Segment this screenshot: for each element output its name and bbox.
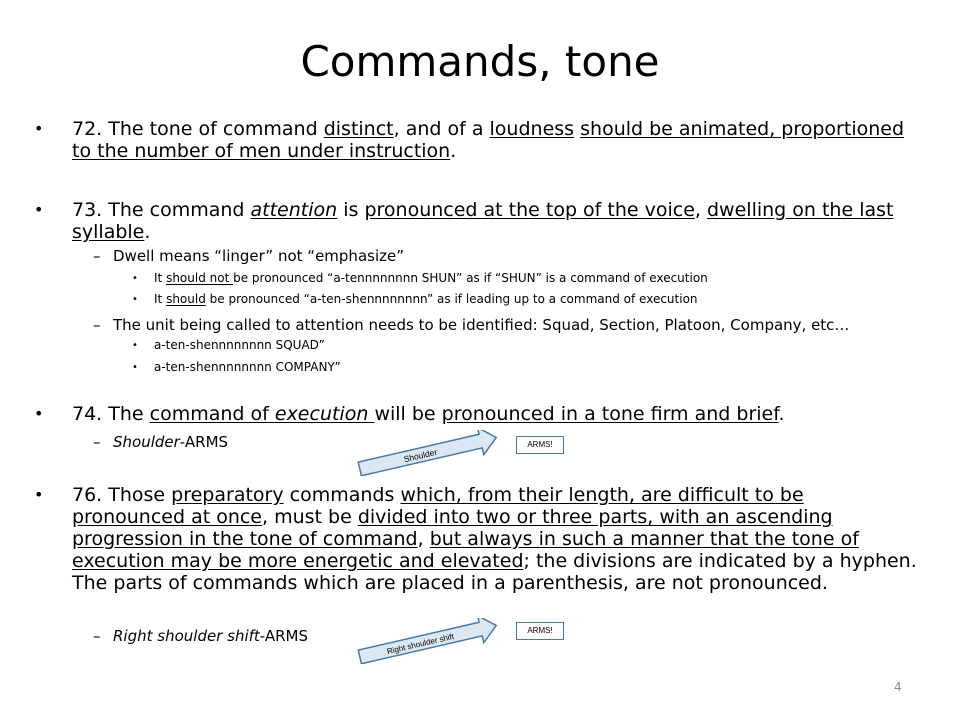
dash-icon: – [93,433,101,451]
bullet-icon: • [132,362,138,373]
squad-text: a-ten-shennnnnnnn SQUAD” [154,338,325,352]
p72-text-a: 72. The tone of command [72,118,324,140]
bullet-icon: • [132,273,138,284]
should-not-text-c: be pronounced “a-tennnnnnnn SHUN” as if “SHUN” is a command of execution [233,271,708,285]
paragraph-76 [34,484,922,594]
sub-item-right-shoulder-shift [93,627,913,645]
sub-sub-item-squad [132,338,914,353]
bullet-icon: • [34,119,44,138]
sub-sub-item-should [132,292,914,307]
p73-text-e: , [694,199,707,221]
should-not-text-a: It [154,271,167,285]
bullet-icon: • [34,404,44,423]
bullet-icon: • [34,200,44,219]
dash-icon: – [93,316,101,334]
slide-title: Commands, tone [300,37,660,86]
p72-text-c: , and of a [393,118,490,140]
p72-underline-animated: should be animated, proportioned to the number of men under instruction [72,118,905,162]
should-text-a: It [154,292,167,306]
dwell-text: Dwell means “linger” not “emphasize” [113,247,404,265]
p73-underline-dwelling: dwelling on the last syllable [72,199,894,243]
bullet-icon: • [132,294,138,305]
p76-text-g: , [417,528,430,550]
page-number: 4 [894,680,902,694]
paragraph-72 [34,118,922,162]
paragraph-73 [34,199,922,243]
p73-attention: attention [250,199,338,221]
p74-text-g: . [778,403,785,425]
p74-command-of: command of [149,403,275,425]
p73-text-g: . [144,221,151,243]
right-shoulder-shift-arrow-icon [354,618,504,664]
paragraph-74 [34,403,922,425]
company-text: a-ten-shennnnnnnn COMPANY” [154,360,341,374]
p73-text-c: is [337,199,365,221]
p76-underline-length: which, from their length, are difficult to be pronounced at once [72,484,804,528]
arms-box-1: ARMS! [516,436,564,454]
p72-underline-loudness: loudness [489,118,575,140]
p74-underline-firm-brief: pronounced in a tone firm and brief [441,403,779,425]
sub-item-dwell [93,247,913,265]
shoulder-arrow-icon [354,430,504,476]
sub-item-unit [93,316,913,334]
shoulder-italic: Shoulder [113,433,180,451]
unit-text: The unit being called to attention needs to be identified: Squad, Section, Platoon, Company, etc… [113,316,850,334]
p72-underline-distinct: distinct [323,118,394,140]
bullet-icon: • [132,340,138,351]
sub-sub-item-company [132,360,914,375]
arms-box-2: ARMS! [516,622,564,640]
p74-execution: execution [274,403,369,425]
should-underline: should [166,292,206,306]
shoulder-arrow-label: Shoulder [402,446,439,465]
rss-suffix: -ARMS [259,627,309,645]
bullet-icon: • [34,485,44,504]
sub-item-shoulder-arms [93,433,913,451]
p74-text-a: 74. The [72,403,150,425]
dash-icon: – [93,247,101,265]
rss-italic: Right shoulder shift [113,627,260,645]
p74-text-e: will be [374,403,442,425]
p76-text-i: ; the divisions are indicated by a hyphen. The parts of commands which are placed in a parenthesis, are not pronounced. [72,550,917,594]
shoulder-arms-suffix: -ARMS [179,433,229,451]
right-shoulder-shift-arrow-label: Right shoulder shift [386,631,455,657]
sub-sub-item-should-not [132,271,914,286]
p76-underline-preparatory: preparatory [171,484,284,506]
p76-text-a: 76. Those [72,484,172,506]
p76-underline-divided: divided into two or three parts, with an ascending progression in the tone of command [72,506,833,550]
p73-underline-pronounced: pronounced at the top of the voice [364,199,695,221]
should-text-c: be pronounced “a-ten-shennnnnnnn” as if leading up to a command of execution [205,292,698,306]
should-not-underline: should not [166,271,234,285]
p76-text-c: commands [283,484,401,506]
p76-text-e: , must be [262,506,358,528]
p72-text-g: . [450,140,457,162]
p73-text-a: 73. The command [72,199,251,221]
p76-underline-energetic: but always in such a manner that the tone of execution may be more energetic and elevated [72,528,859,572]
dash-icon: – [93,627,101,645]
